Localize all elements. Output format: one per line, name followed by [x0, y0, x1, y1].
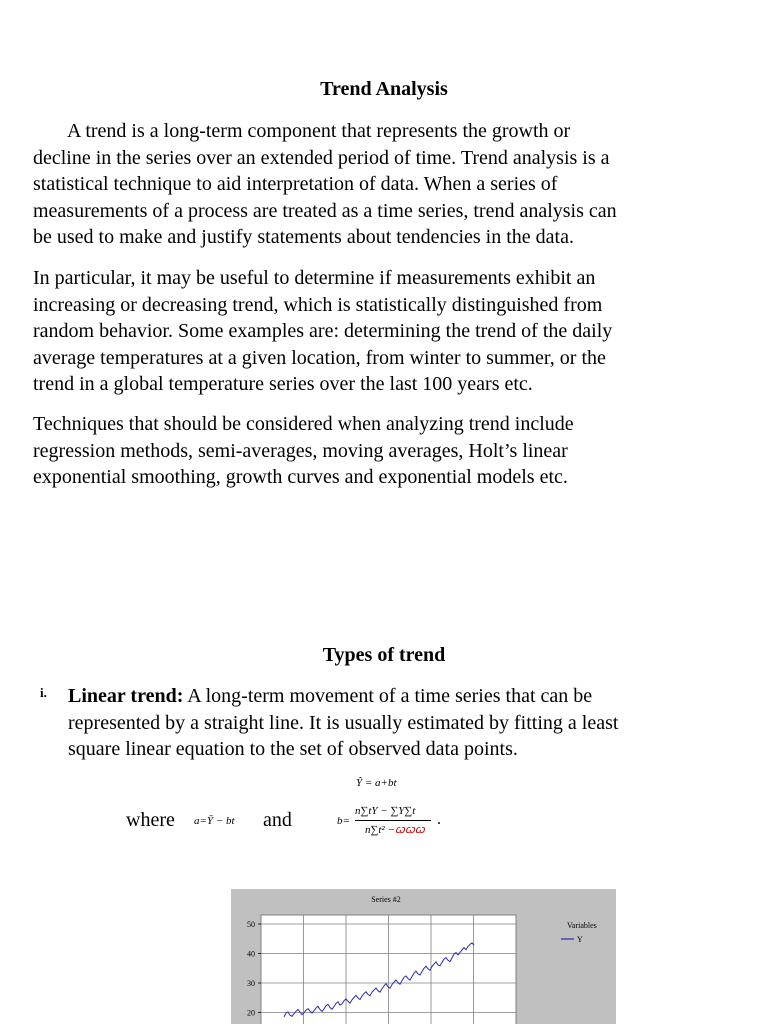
fraction-bar	[355, 820, 431, 821]
legend-title: Variables	[567, 921, 597, 930]
list-item-line	[68, 683, 748, 710]
and-label: and	[263, 809, 292, 831]
y-tick-label: 50	[247, 920, 255, 929]
formula-b-denominator	[365, 822, 425, 837]
formula-main: Ŷ = a+bt	[356, 777, 397, 789]
list-item-number: i.	[40, 685, 47, 700]
paragraph-line: exponential smoothing, growth curves and exponential models etc.	[33, 466, 568, 488]
paragraph-line: average temperatures at a given location, from winter to summer, or the	[33, 346, 606, 369]
y-tick-label: 40	[247, 949, 255, 959]
formula-b-denominator-text: n∑t² −	[365, 824, 395, 836]
paragraph-line: statistical technique to aid interpretation of data. When a series of	[33, 173, 558, 195]
list-item-term: Linear trend:	[68, 685, 184, 707]
paragraph-line: regression methods, semi-averages, moving averages, Holt’s linear	[33, 439, 568, 462]
paragraph-line: random behavior. Some examples are: determining the trend of the daily	[33, 320, 613, 342]
paragraph-line: In particular, it may be useful to determine if measurements exhibit an	[33, 267, 596, 289]
formula-b-denominator-red: ꞷꞷꞷ	[394, 824, 425, 836]
formula-b	[337, 805, 447, 837]
y-tick-label: 20	[247, 1008, 255, 1018]
paragraph-line: be used to make and justify statements about tendencies in the data.	[33, 226, 574, 248]
paragraph-2	[33, 265, 723, 398]
paragraph-3	[33, 411, 723, 491]
formula-b-prefix: b=	[337, 815, 350, 827]
list-item-line: represented by a straight line. It is usually estimated by fitting a least	[68, 711, 619, 734]
y-tick-label: 30	[247, 979, 255, 988]
legend-label-y: Y	[577, 935, 583, 944]
list-item-body	[68, 683, 748, 763]
list-item-text: A long-term movement of a time series that can be	[183, 685, 593, 707]
paragraph-line: measurements of a process are treated as a time series, trend analysis can	[33, 199, 617, 222]
formula-a: a=Ȳ − bt	[194, 815, 235, 827]
paragraph-1	[33, 118, 723, 251]
paragraph-line: Techniques that should be considered when analyzing trend include	[33, 413, 574, 435]
paragraph-line: decline in the series over an extended period of time. Trend analysis is a	[33, 146, 610, 169]
paragraph-line: A trend is a long-term component that represents the growth or	[67, 120, 571, 142]
page-title: Trend Analysis	[320, 78, 448, 100]
where-label: where	[126, 809, 175, 831]
section-heading: Types of trend	[322, 644, 446, 666]
trend-chart	[231, 889, 616, 1024]
chart-title: Series #2	[371, 895, 401, 904]
paragraph-line: increasing or decreasing trend, which is statistically distinguished from	[33, 293, 603, 316]
formula-b-numerator: n∑tY − ∑Y∑t	[355, 805, 416, 817]
formula-trailing-period: .	[437, 811, 441, 828]
paragraph-line: trend in a global temperature series over the last 100 years etc.	[33, 373, 533, 395]
trend-chart-svg	[231, 889, 616, 1024]
list-item-line: square linear equation to the set of observed data points.	[68, 738, 518, 760]
